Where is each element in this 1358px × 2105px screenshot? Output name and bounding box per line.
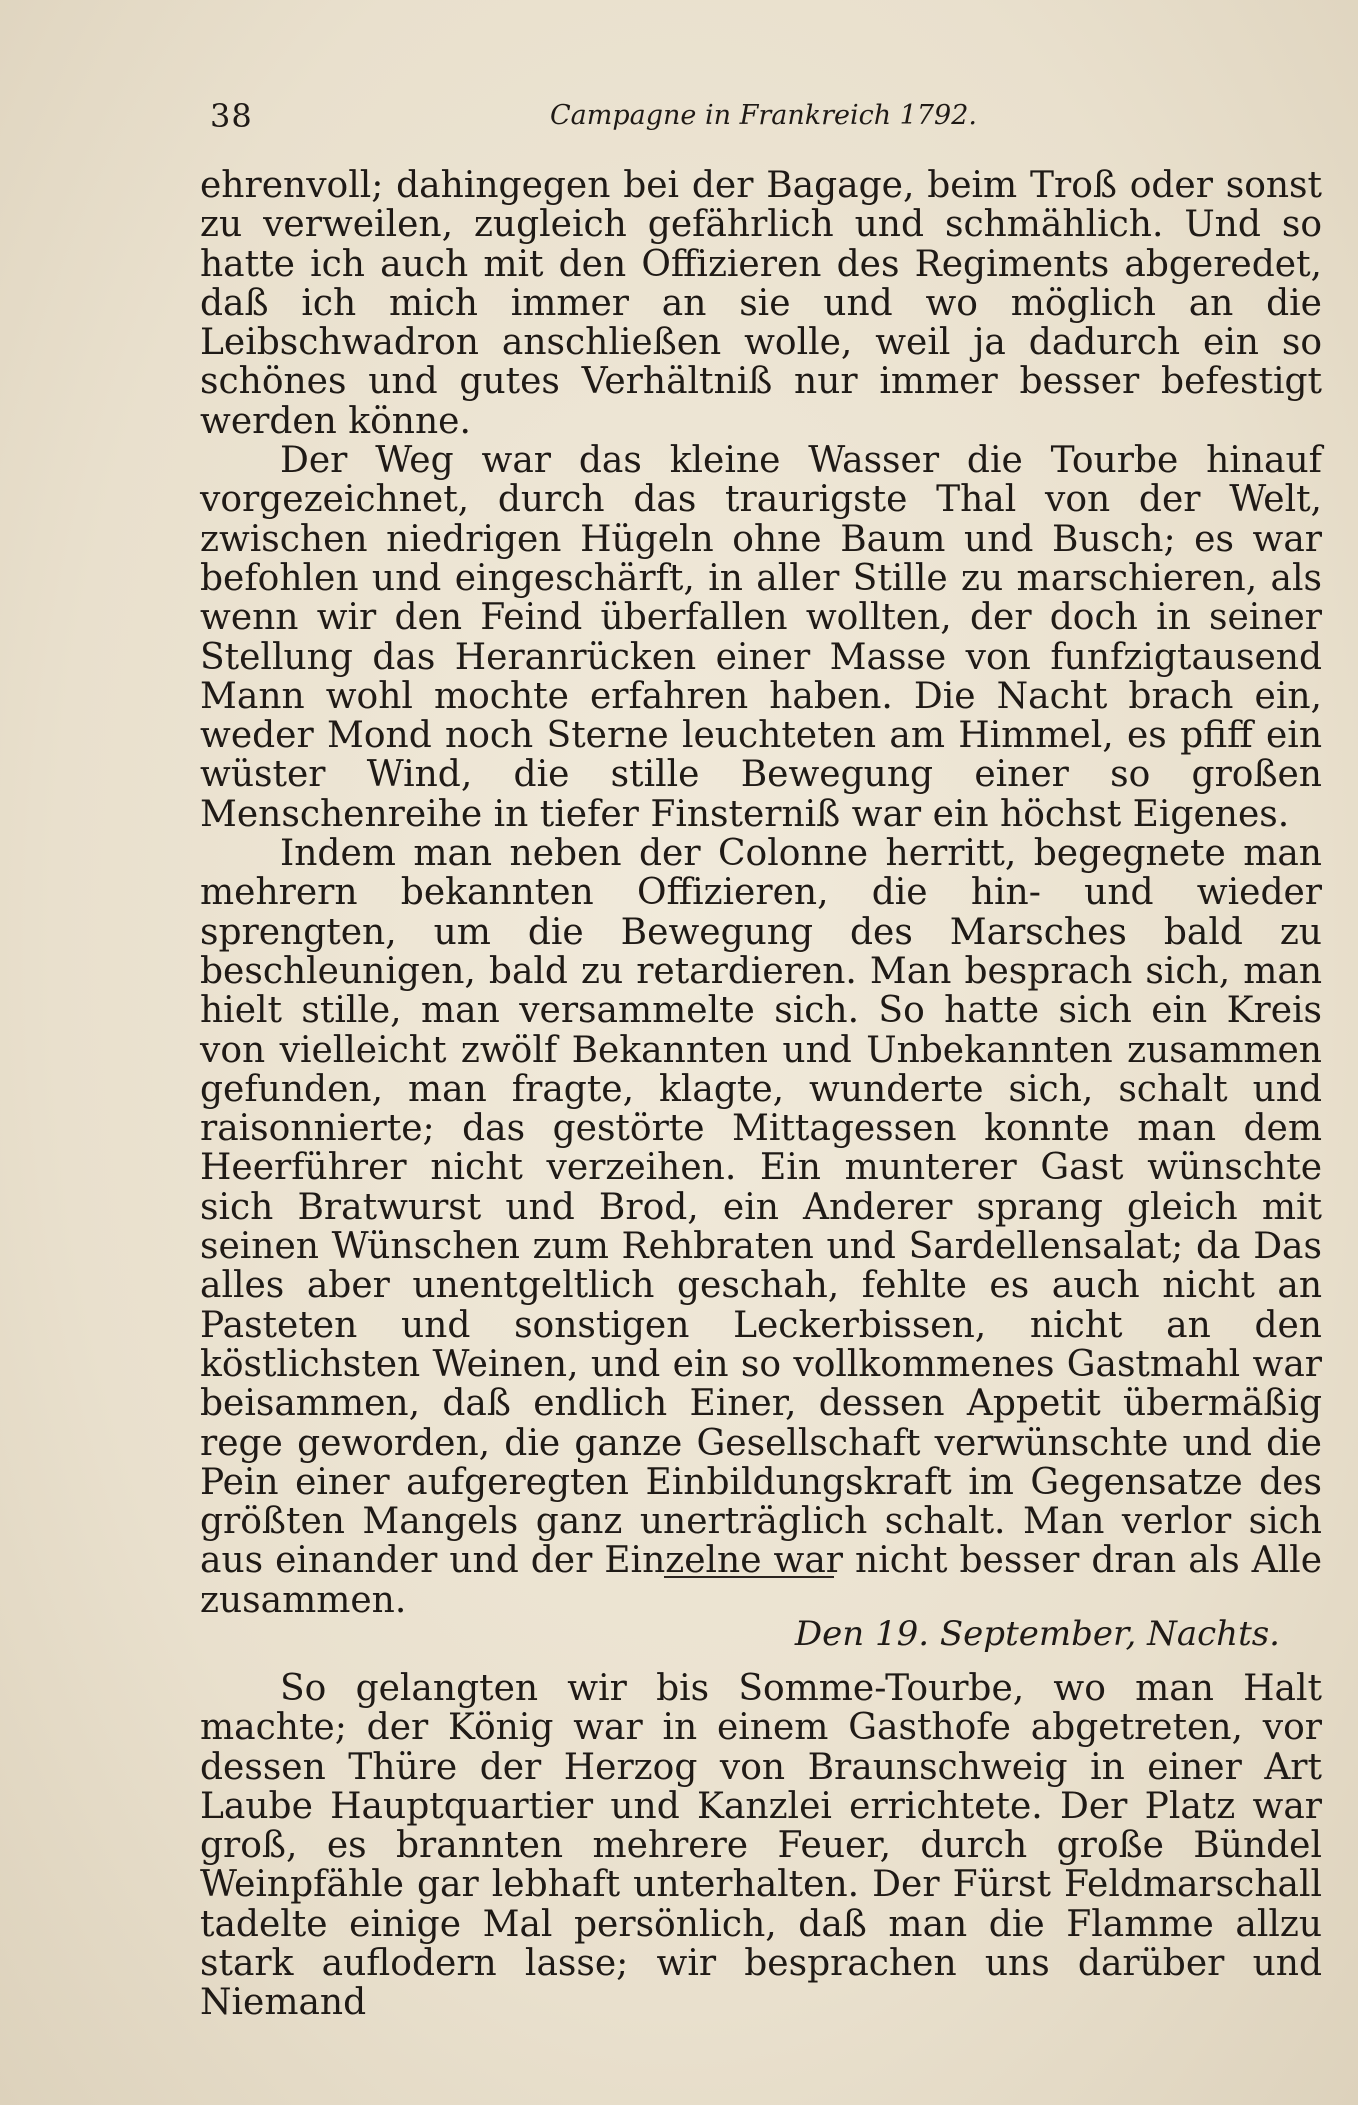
paragraph: So gelangten wir bis Somme-Tourbe, wo man Halt machte; der König war in einem Gasthofe abgetreten, vor dessen Thüre der Herzog von Braunschweig in einer Art Laube Hauptquartier und Kanzlei errichtete. Der Platz war groß, es brannten mehrere Feuer, durch große Bündel Weinpfähle gar lebhaft unterhalten. Der Fürst Feldmarschall tadelte einige Mal persönlich, daß man die Flamme allzu stark auflodern lasse; wir besprachen uns darüber und Niemand bbox=[200, 1668, 1322, 2024]
dateline: Den 19. September, Nachts. bbox=[794, 1614, 1280, 1654]
body-text-top bbox=[200, 166, 1322, 1620]
paragraph: Der Weg war das kleine Wasser die Tourbe hinauf vorgezeichnet, durch das traurigste Thal von der Welt, zwischen niedrigen Hügeln ohne Baum und Busch; es war befohlen und eingeschärft, in aller Stille zu marschieren, als wenn wir den Feind überfallen wollten, der doch in seiner Stellung das Heranrücken einer Masse von funfzigtausend Mann wohl mochte erfahren haben. Die Nacht brach ein, weder Mond noch Sterne leuchteten am Himmel, es pfiff ein wüster Wind, die stille Bewegung einer so großen Menschenreihe in tiefer Finsterniß war ein höchst Eigenes. bbox=[200, 440, 1322, 835]
body-text-bottom bbox=[200, 1669, 1322, 2023]
page-number: 38 bbox=[210, 97, 253, 135]
paragraph: Indem man neben der Colonne herritt, begegnete man mehrern bekannten Offizieren, die hin- und wieder sprengten, um die Bewegung des Marsches bald zu beschleunigen, bald zu retardieren. Man besprach sich, man hielt stille, man versammelte sich. So hatte sich ein Kreis von vielleicht zwölf Bekannten und Unbekannten zusammen gefunden, man fragte, klagte, wunderte sich, schalt und raisonnierte; das gestörte Mittagessen konnte man dem Heerführer nicht verzeihen. Ein munterer Gast wünschte sich Bratwurst und Brod, ein Anderer sprang gleich mit seinen Wünschen zum Rehbraten und Sardellensalat; da Das alles aber unentgeltlich geschah, fehlte es auch nicht an Pasteten und sonstigen Leckerbissen, nicht an den köstlichsten Weinen, und ein so vollkommenes Gastmahl war beisammen, daß endlich Einer, dessen Appetit übermäßig rege geworden, die ganze Gesellschaft verwünschte und die Pein einer aufgeregten Einbildungskraft im Gegensatze des größten Mangels ganz unerträglich schalt. Man verlor sich aus einander und der Einzelne war nicht besser dran als Alle zusammen. bbox=[200, 833, 1322, 1621]
section-divider bbox=[664, 1576, 834, 1578]
running-title: Campagne in Frankreich 1792. bbox=[550, 100, 977, 131]
page-header bbox=[210, 96, 1300, 136]
paragraph: ehrenvoll; dahingegen bei der Bagage, beim Troß oder sonst zu verweilen, zugleich gefährlich und schmählich. Und so hatte ich auch mit den Offizieren des Regiments abgeredet, daß ich mich immer an sie und wo möglich an die Leibschwadron anschließen wolle, weil ja dadurch ein so schönes und gutes Verhältniß nur immer besser befestigt werden könne. bbox=[200, 165, 1322, 442]
